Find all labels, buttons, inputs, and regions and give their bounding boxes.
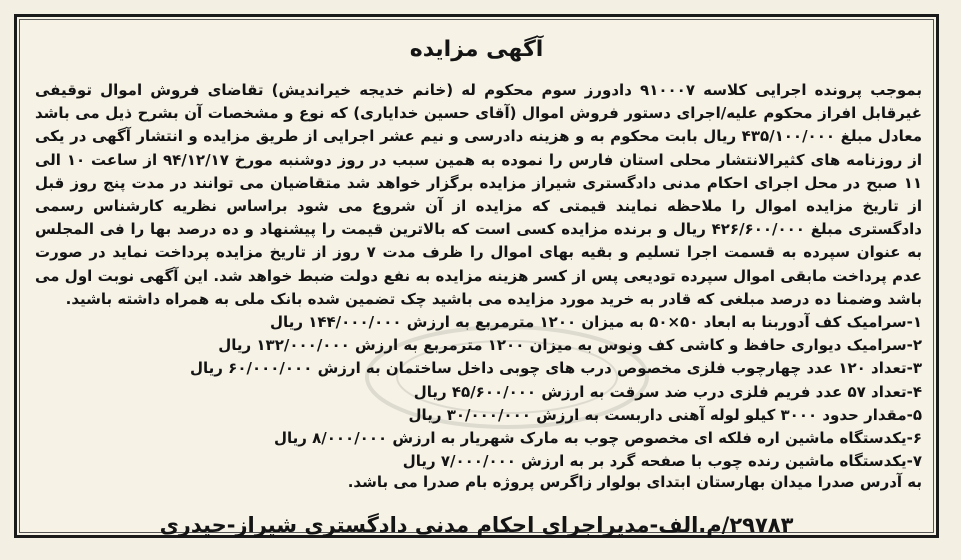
item-list (35, 311, 922, 473)
list-item: ۴-تعداد ۵۷ عدد فریم فلزی درب ضد سرقت به ارزش ۴۵/۶۰۰/۰۰۰ ریال (413, 382, 922, 401)
notice-signature: ۲۹۷۸۳/م.الف-مدیراجرای احکام مدنی دادگستری شیراز-حیدری (159, 513, 794, 537)
list-item: ۶-یکدستگاه ماشین اره فلکه ای مخصوص چوب به مارک شهریار به ارزش ۸/۰۰۰/۰۰۰ ریال (273, 429, 922, 448)
notice-title: آگهی مزایده (409, 37, 544, 62)
notice-frame (14, 14, 939, 538)
list-item: ۱-سرامیک کف آدوربنا به ابعاد ۵۰×۵۰ به میزان ۱۲۰۰ مترمربع به ارزش ۱۴۴/۰۰۰/۰۰۰ ریال (270, 313, 922, 331)
list-item: ۲-سرامیک دیواری حافظ و کاشی کف ونوس به میزان ۱۲۰۰ مترمربع به ارزش ۱۳۲/۰۰۰/۰۰۰ ریال (218, 336, 922, 355)
list-item: ۵-مقدار حدود ۳۰۰۰ کیلو لوله آهنی داربست به ارزش ۳۰/۰۰۰/۰۰۰ ریال (408, 405, 922, 424)
auction-address: به آدرس صدرا میدان بهارستان ابتدای بولوار زاگرس پروژه بام صدرا می باشد. (347, 473, 922, 491)
notice-body: بموجب پرونده اجرایی کلاسه ۹۱۰۰۰۷ دادورز سوم محکوم له (خانم خدیجه خیراندیش) تقاضای فروش اموال توقیفی غیرقابل افراز محکوم علیه/اجرای دستور فروش اموال (آقای حسین خدایاری) که نوع و مشخصات آن بشرح ذیل می باشد معادل مبلغ ۴۳۵/۱۰۰/۰۰۰ ریال بابت محکوم به و هزینه دادرسی و نیم عشر اجرایی از طریق مزایده و انتشار آگهی در یکی از روزنامه های کثیرالانتشار محلی استان فارس را نموده به همین سبب در روز دوشنبه مورخ ۹۴/۱۲/۱۷ از ساعت ۱۰ الی ۱۱ صبح در محل اجرای احکام مدنی دادگستری شیراز مزایده برگزار خواهد شد متقاضیان می توانند در مدت پنج روز قبل از تاریخ مزایده اموال را ملاحظه نمایند قیمتی که مزایده از آن شروع می شود براساس نظریه کارشناس رسمی دادگستری مبلغ ۴۲۶/۶۰۰/۰۰۰ ریال و برنده مزایده کسی است که بالاترین قیمت را پیشنهاد و ده درصد بها را فی المجلس به عنوان سپرده به قسمت اجرا تسلیم و بقیه بهای اموال را ظرف مدت ۷ روز از تاریخ مزایده پرداخت نماید در صورت عدم پرداخت مابقی اموال سپرده تودیعی پس از کسر هزینه مزایده به نفع دولت ضبط خواهد شد. این آگهی نوبت اول می باشد وضمنا ده درصد مبلغی که قادر به خرید مورد مزایده می باشید چک تضمین شده بانک ملی به همراه داشته باشید. (35, 81, 923, 308)
list-item: ۷-یکدستگاه ماشین رنده چوب با صفحه گرد بر به ارزش ۷/۰۰۰/۰۰۰ ریال (402, 452, 922, 471)
list-item: ۳-تعداد ۱۲۰ عدد چهارچوب فلزی مخصوص درب های چوبی داخل ساختمان به ارزش ۶۰/۰۰۰/۰۰۰ ریال (190, 359, 922, 378)
